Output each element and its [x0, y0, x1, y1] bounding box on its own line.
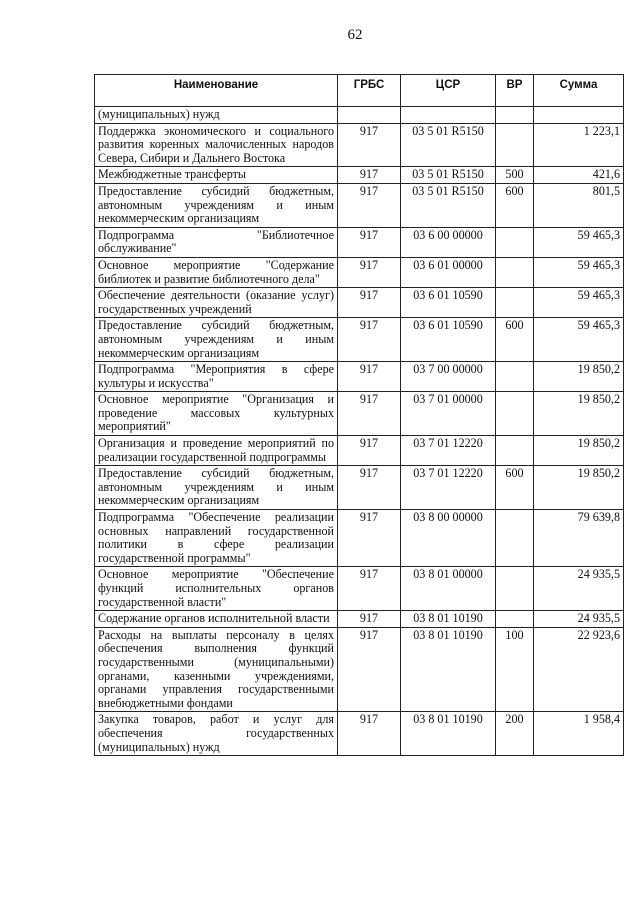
table-row: [95, 183, 624, 227]
cell-sum: 19 850,2: [534, 436, 624, 466]
cell-sum: 1 958,4: [534, 712, 624, 756]
cell-vr: 100: [496, 627, 534, 712]
cell-vr: [496, 362, 534, 392]
cell-grbs: 917: [338, 712, 401, 756]
cell-grbs: [338, 107, 401, 124]
cell-name: Межбюджетные трансферты: [95, 167, 338, 184]
cell-grbs: 917: [338, 611, 401, 628]
table-row: [95, 436, 624, 466]
table-row: [95, 567, 624, 611]
table-row: [95, 288, 624, 318]
cell-csr: 03 5 01 R5150: [401, 167, 496, 184]
cell-sum: 801,5: [534, 183, 624, 227]
cell-name: Предоставление субсидий бюджетным, автономным учреждениям и иным некоммерческим организациям: [95, 466, 338, 510]
cell-name: Подпрограмма "Библиотечное обслуживание": [95, 227, 338, 257]
cell-csr: 03 8 01 10190: [401, 611, 496, 628]
cell-csr: 03 5 01 R5150: [401, 183, 496, 227]
cell-name: (муниципальных) нужд: [95, 107, 338, 124]
table-row: [95, 257, 624, 287]
header-vr: ВР: [496, 75, 534, 107]
table-row: [95, 227, 624, 257]
cell-sum: 22 923,6: [534, 627, 624, 712]
cell-vr: 500: [496, 167, 534, 184]
table-row: [95, 362, 624, 392]
cell-vr: 600: [496, 183, 534, 227]
cell-grbs: 917: [338, 183, 401, 227]
cell-name: Организация и проведение мероприятий по реализации государственной подпрограммы: [95, 436, 338, 466]
cell-sum: [534, 107, 624, 124]
table-row: [95, 167, 624, 184]
cell-csr: [401, 107, 496, 124]
cell-grbs: 917: [338, 288, 401, 318]
cell-sum: 59 465,3: [534, 318, 624, 362]
cell-sum: 24 935,5: [534, 611, 624, 628]
cell-vr: [496, 257, 534, 287]
cell-vr: [496, 288, 534, 318]
cell-name: Обеспечение деятельности (оказание услуг) государственных учреждений: [95, 288, 338, 318]
cell-csr: 03 6 00 00000: [401, 227, 496, 257]
cell-grbs: 917: [338, 318, 401, 362]
cell-csr: 03 5 01 R5150: [401, 123, 496, 167]
cell-grbs: 917: [338, 436, 401, 466]
cell-name: Предоставление субсидий бюджетным, автономным учреждениям и иным некоммерческим организациям: [95, 318, 338, 362]
table-row: [95, 611, 624, 628]
table-header-row: [95, 75, 624, 107]
cell-name: Основное мероприятие "Организация и проведение массовых культурных мероприятий": [95, 392, 338, 436]
cell-name: Поддержка экономического и социального развития коренных малочисленных народов Севера, Сибири и Дальнего Востока: [95, 123, 338, 167]
table-row: [95, 627, 624, 712]
table-row: [95, 318, 624, 362]
header-grbs: ГРБС: [338, 75, 401, 107]
cell-csr: 03 7 01 12220: [401, 436, 496, 466]
cell-csr: 03 6 01 00000: [401, 257, 496, 287]
cell-sum: 19 850,2: [534, 392, 624, 436]
cell-name: Основное мероприятие "Содержание библиотек и развитие библиотечного дела": [95, 257, 338, 287]
cell-grbs: 917: [338, 567, 401, 611]
cell-vr: [496, 227, 534, 257]
cell-vr: [496, 567, 534, 611]
cell-vr: [496, 611, 534, 628]
cell-name: Закупка товаров, работ и услуг для обеспечения государственных (муниципальных) нужд: [95, 712, 338, 756]
cell-csr: 03 6 01 10590: [401, 288, 496, 318]
cell-name: Содержание органов исполнительной власти: [95, 611, 338, 628]
cell-csr: 03 7 01 00000: [401, 392, 496, 436]
cell-grbs: 917: [338, 510, 401, 567]
header-csr: ЦСР: [401, 75, 496, 107]
cell-sum: 19 850,2: [534, 362, 624, 392]
cell-grbs: 917: [338, 466, 401, 510]
cell-vr: [496, 107, 534, 124]
table-row: [95, 510, 624, 567]
cell-sum: 59 465,3: [534, 257, 624, 287]
cell-csr: 03 8 01 10190: [401, 627, 496, 712]
cell-csr: 03 8 01 10190: [401, 712, 496, 756]
table-row: [95, 107, 624, 124]
table-row: [95, 466, 624, 510]
cell-grbs: 917: [338, 227, 401, 257]
cell-grbs: 917: [338, 257, 401, 287]
table-row: [95, 123, 624, 167]
cell-vr: [496, 510, 534, 567]
cell-csr: 03 8 01 00000: [401, 567, 496, 611]
cell-grbs: 917: [338, 362, 401, 392]
cell-vr: 200: [496, 712, 534, 756]
cell-sum: 79 639,8: [534, 510, 624, 567]
budget-table: [94, 74, 624, 756]
header-sum: Сумма: [534, 75, 624, 107]
cell-name: Подпрограмма "Обеспечение реализации основных направлений государственной политики в сфере реализации государственной программы": [95, 510, 338, 567]
table-row: [95, 712, 624, 756]
cell-name: Расходы на выплаты персоналу в целях обеспечения выполнения функций государственными (муниципальными) органами, казенными учреждениями, органами управления государственными внебюджетными фондами: [95, 627, 338, 712]
cell-name: Предоставление субсидий бюджетным, автономным учреждениям и иным некоммерческим организациям: [95, 183, 338, 227]
cell-vr: 600: [496, 318, 534, 362]
table-row: [95, 392, 624, 436]
cell-sum: 24 935,5: [534, 567, 624, 611]
cell-grbs: 917: [338, 627, 401, 712]
cell-sum: 421,6: [534, 167, 624, 184]
cell-name: Подпрограмма "Мероприятия в сфере культуры и искусства": [95, 362, 338, 392]
cell-csr: 03 7 00 00000: [401, 362, 496, 392]
cell-sum: 19 850,2: [534, 466, 624, 510]
cell-vr: [496, 392, 534, 436]
cell-vr: 600: [496, 466, 534, 510]
page-number: 62: [347, 27, 363, 43]
header-name: Наименование: [95, 75, 338, 107]
cell-csr: 03 8 00 00000: [401, 510, 496, 567]
cell-sum: 59 465,3: [534, 288, 624, 318]
cell-name: Основное мероприятие "Обеспечение функций исполнительных органов государственной власти": [95, 567, 338, 611]
cell-sum: 1 223,1: [534, 123, 624, 167]
cell-csr: 03 6 01 10590: [401, 318, 496, 362]
cell-grbs: 917: [338, 167, 401, 184]
cell-sum: 59 465,3: [534, 227, 624, 257]
cell-grbs: 917: [338, 392, 401, 436]
cell-vr: [496, 436, 534, 466]
cell-vr: [496, 123, 534, 167]
cell-grbs: 917: [338, 123, 401, 167]
cell-csr: 03 7 01 12220: [401, 466, 496, 510]
